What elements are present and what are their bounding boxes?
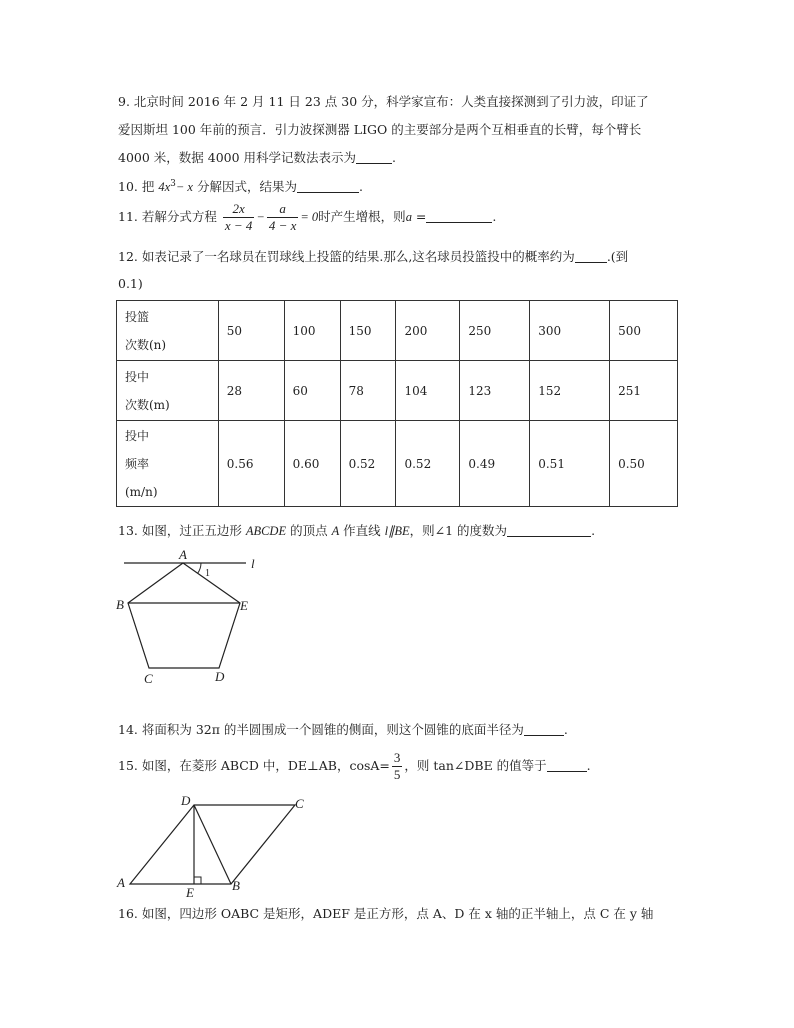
q13-shape: ABCDE — [245, 524, 287, 538]
q11-frac1-denominator: x − 4 — [224, 218, 253, 233]
q12-line-2: 0.1) — [118, 276, 143, 291]
label-a: A — [179, 547, 187, 562]
table-cell: 150 — [340, 301, 396, 361]
q11-variable: a — [405, 210, 412, 224]
q13-mid-1: 的顶点 — [286, 523, 332, 538]
label-l: l — [251, 556, 255, 571]
q10-end: . — [358, 179, 363, 195]
label-e: E — [240, 598, 248, 613]
q13-suffix: ，则∠1 的度数为 — [409, 523, 508, 538]
table-cell: 78 — [340, 361, 396, 421]
label-angle-1: 1 — [205, 568, 210, 579]
q15-prefix: 15. 如图，在菱形 ABCD 中，DE⊥AB，cosA= — [118, 758, 390, 773]
label-d: D — [181, 793, 191, 808]
q11-prefix: 11. 若解分式方程 — [118, 209, 221, 224]
q13-prefix: 13. 如图，过正五边形 — [118, 523, 246, 538]
label-d: D — [215, 669, 225, 684]
q11-end: . — [492, 209, 497, 224]
q15-frac-numerator: 3 — [393, 750, 401, 765]
q15-frac-denominator: 5 — [393, 767, 401, 782]
table-cell: 123 — [460, 361, 530, 421]
right-angle-mark — [194, 877, 201, 884]
label-line: 频率 — [125, 456, 150, 471]
q9-line-3-text: 4000 米，数据 4000 用科学记数法表示为 — [118, 150, 357, 165]
q10-expr-a: 4x — [158, 180, 171, 195]
table-cell: 0.60 — [284, 421, 340, 507]
q11-minus: − — [256, 210, 265, 224]
table-cell: 250 — [460, 301, 530, 361]
q11-eqsign: = — [411, 209, 427, 224]
q13-end: . — [591, 523, 596, 538]
label-line: 投篮 — [125, 309, 150, 324]
table-cell: 152 — [530, 361, 610, 421]
q13-vertex: A — [331, 524, 340, 538]
table-cell: 300 — [530, 301, 610, 361]
q9-line-3-end: . — [392, 150, 397, 165]
q11-equals-zero: = 0 — [300, 210, 319, 224]
q16-line: 16. 如图，四边形 OABC 是矩形，ADEF 是正方形，点 A、D 在 x 轴的正半轴上，点 C 在 y 轴 — [118, 906, 654, 921]
label-b: B — [232, 878, 240, 893]
q12-line-1-text: 12. 如表记录了一名球员在罚球线上投篮的结果.那么,这名球员投篮投中的概率约为 — [118, 249, 575, 264]
table-cell: 100 — [284, 301, 340, 361]
table-cell: 0.52 — [396, 421, 460, 507]
q11-frac2-denominator: 4 − x — [268, 218, 297, 233]
q11-frac2-numerator: a — [267, 201, 299, 218]
q10-expr-b: − x — [175, 180, 193, 195]
table-cell: 0.56 — [218, 421, 284, 507]
q15-suffix: ，则 tan∠DBE 的值等于 — [404, 758, 547, 773]
table-cell: 200 — [396, 301, 460, 361]
q15-end: . — [586, 758, 591, 773]
q10-exponent: 3 — [170, 179, 176, 189]
q13-mid-2: 作直线 — [339, 523, 385, 538]
q10-suffix: 分解因式，结果为 — [192, 179, 297, 195]
label-line: 次数(n) — [125, 337, 167, 352]
q9-line-1: 9. 北京时间 2016 年 2 月 11 日 23 点 30 分，科学家宣布：人类直接探测到了引力波，印证了 — [118, 94, 649, 109]
table-cell: 0.51 — [530, 421, 610, 507]
label-b: B — [116, 597, 124, 612]
segment-db — [194, 805, 231, 884]
label-line: 投中 — [125, 369, 150, 384]
table-cell: 104 — [396, 361, 460, 421]
label-c: C — [144, 671, 153, 686]
q11-frac1-numerator: 2x — [223, 201, 255, 218]
label-e: E — [186, 885, 194, 900]
q14-text: 14. 将面积为 32π 的半圆围成一个圆锥的侧面，则这个圆锥的底面半径为 — [118, 722, 524, 737]
q14-end: . — [563, 722, 568, 737]
table-cell: 0.52 — [340, 421, 396, 507]
table-cell: 0.49 — [460, 421, 530, 507]
label-line: (m/n) — [125, 484, 158, 499]
table-cell: 50 — [218, 301, 284, 361]
table-cell: 0.50 — [610, 421, 678, 507]
table-cell: 28 — [218, 361, 284, 421]
label-line: 投中 — [125, 428, 150, 443]
label-line: 次数(m) — [125, 397, 170, 412]
table-cell: 251 — [610, 361, 678, 421]
table-cell: 500 — [610, 301, 678, 361]
q11-suffix: 时产生增根，则 — [318, 209, 406, 224]
q13-line-name: l∥BE — [384, 524, 410, 538]
table-cell: 60 — [284, 361, 340, 421]
q10-prefix: 10. 把 — [118, 179, 159, 195]
q9-line-2: 爱因斯坦 100 年前的预言．引力波探测器 LIGO 的主要部分是两个互相垂直的长臂，每个臂长 — [118, 122, 642, 137]
label-a: A — [117, 875, 125, 890]
label-c: C — [295, 796, 304, 811]
q12-line-1-end: .(到 — [606, 249, 629, 264]
